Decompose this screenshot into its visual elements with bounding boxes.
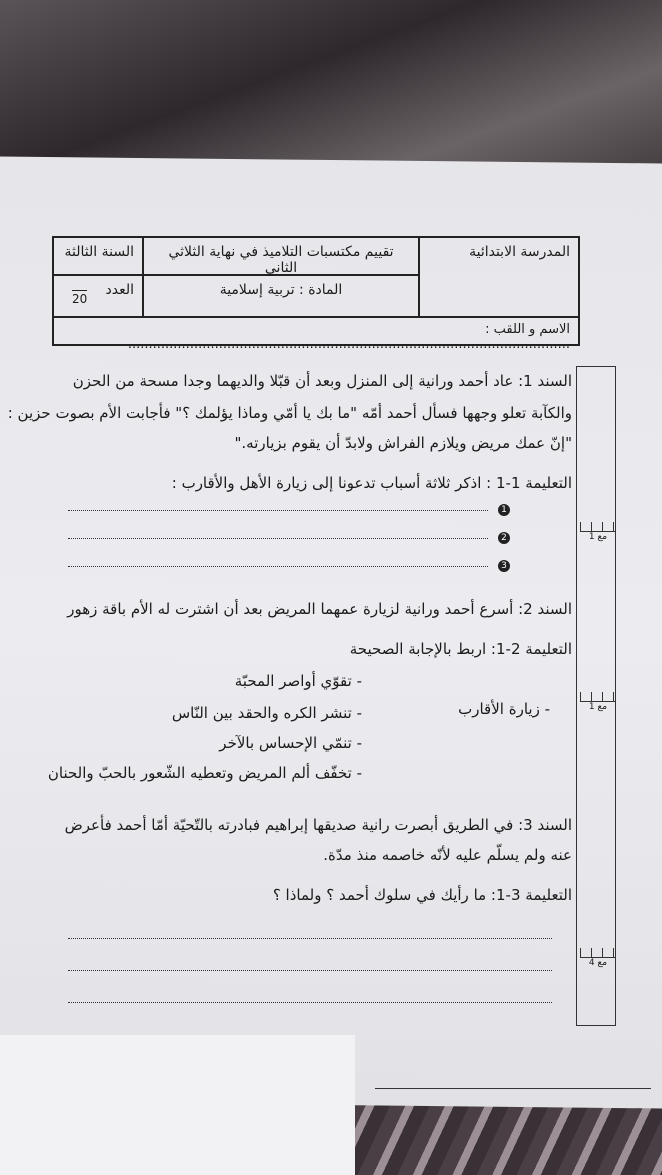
answer-line-4[interactable] <box>68 938 552 939</box>
grade-mark-2 <box>580 692 616 712</box>
answer-line-2[interactable] <box>68 538 488 539</box>
answer-number-1: 1 <box>498 504 510 516</box>
grade-mark-label: مع 4 <box>588 958 608 968</box>
sanad1-line1: السند 1: عاد أحمد ورانية إلى المنزل وبعد أن قبّلا والديهما وجدا مسحة من الحزن <box>72 372 572 390</box>
task2-option-2[interactable]: - تنشر الكره والحقد بين النّاس <box>171 704 362 722</box>
answer-line-6[interactable] <box>68 1002 552 1003</box>
answer-line-3[interactable] <box>68 566 488 567</box>
year-cell: السنة الثالثة <box>54 238 142 276</box>
name-row[interactable] <box>54 316 578 352</box>
exam-title: تقييم مكتسبات التلاميذ في نهاية الثلاثي الثاني <box>142 238 418 276</box>
score-cell <box>54 276 142 316</box>
grade-mark-3 <box>580 948 616 968</box>
subject-cell: المادة : تربية إسلامية <box>142 276 418 316</box>
grade-ticks <box>580 522 616 532</box>
task2-option-3[interactable]: - تنمّي الإحساس بالآخر <box>219 734 362 752</box>
task3-label: التعليمة 3-1: ما رأيك في سلوك أحمد ؟ ولماذا ؟ <box>272 886 572 904</box>
name-dots: ........................................................................................................... <box>127 337 570 352</box>
grade-mark-1 <box>580 522 616 542</box>
score-label: العدد <box>105 282 134 298</box>
sanad3-line1: السند 3: في الطريق أبصرت رانية صديقها إبراهيم فبادرته بالتّحيّة أمّا أحمد فأعرض <box>64 816 572 834</box>
bottom-rule <box>375 1088 651 1089</box>
answer-number-2: 2 <box>498 532 510 544</box>
answer-line-5[interactable] <box>68 970 552 971</box>
grade-mark-label: مع 1 <box>588 532 608 542</box>
task1-label: التعليمة 1-1 : اذكر ثلاثة أسباب تدعونا إلى زيارة الأهل والأقارب : <box>171 474 572 492</box>
school-cell: المدرسة الابتدائية <box>418 238 578 316</box>
grade-mark-label: مع 1 <box>588 702 608 712</box>
sanad1-line2: والكآبة تعلو وجهها فسأل أحمد أمّه "ما بك يا أمّي وماذا يؤلمك ؟" فأجابت الأم بصوت حزين : <box>7 404 572 422</box>
sanad1-line3: "إنّ عمك مريض ويلازم الفراش ولابدّ أن يقوم بزيارته." <box>234 434 572 452</box>
task2-label: التعليمة 2-1: اربط بالإجابة الصحيحة <box>349 640 572 658</box>
sanad2-line1: السند 2: أسرع أحمد ورانية لزيارة عمهما المريض بعد أن اشترت له الأم باقة زهور <box>67 600 572 618</box>
name-label: الاسم و اللقب : <box>485 322 570 337</box>
grade-ticks <box>580 948 616 958</box>
header-table <box>52 236 580 352</box>
answer-number-3: 3 <box>498 560 510 572</box>
paper-fold <box>0 1035 355 1175</box>
task2-left-item[interactable]: - زيارة الأقارب <box>458 700 550 718</box>
grade-ticks <box>580 692 616 702</box>
task2-option-1[interactable]: - تقوّي أواصر المحبّة <box>234 672 362 690</box>
task2-option-4[interactable]: - تخفّف ألم المريض وتعطيه الشّعور بالحبّ والحنان <box>47 764 362 782</box>
score-max: 20 <box>72 292 88 306</box>
sanad3-line2: عنه ولم يسلّم عليه لأنّه خاصمه منذ مدّة. <box>323 846 572 864</box>
answer-line-1[interactable] <box>68 510 488 511</box>
